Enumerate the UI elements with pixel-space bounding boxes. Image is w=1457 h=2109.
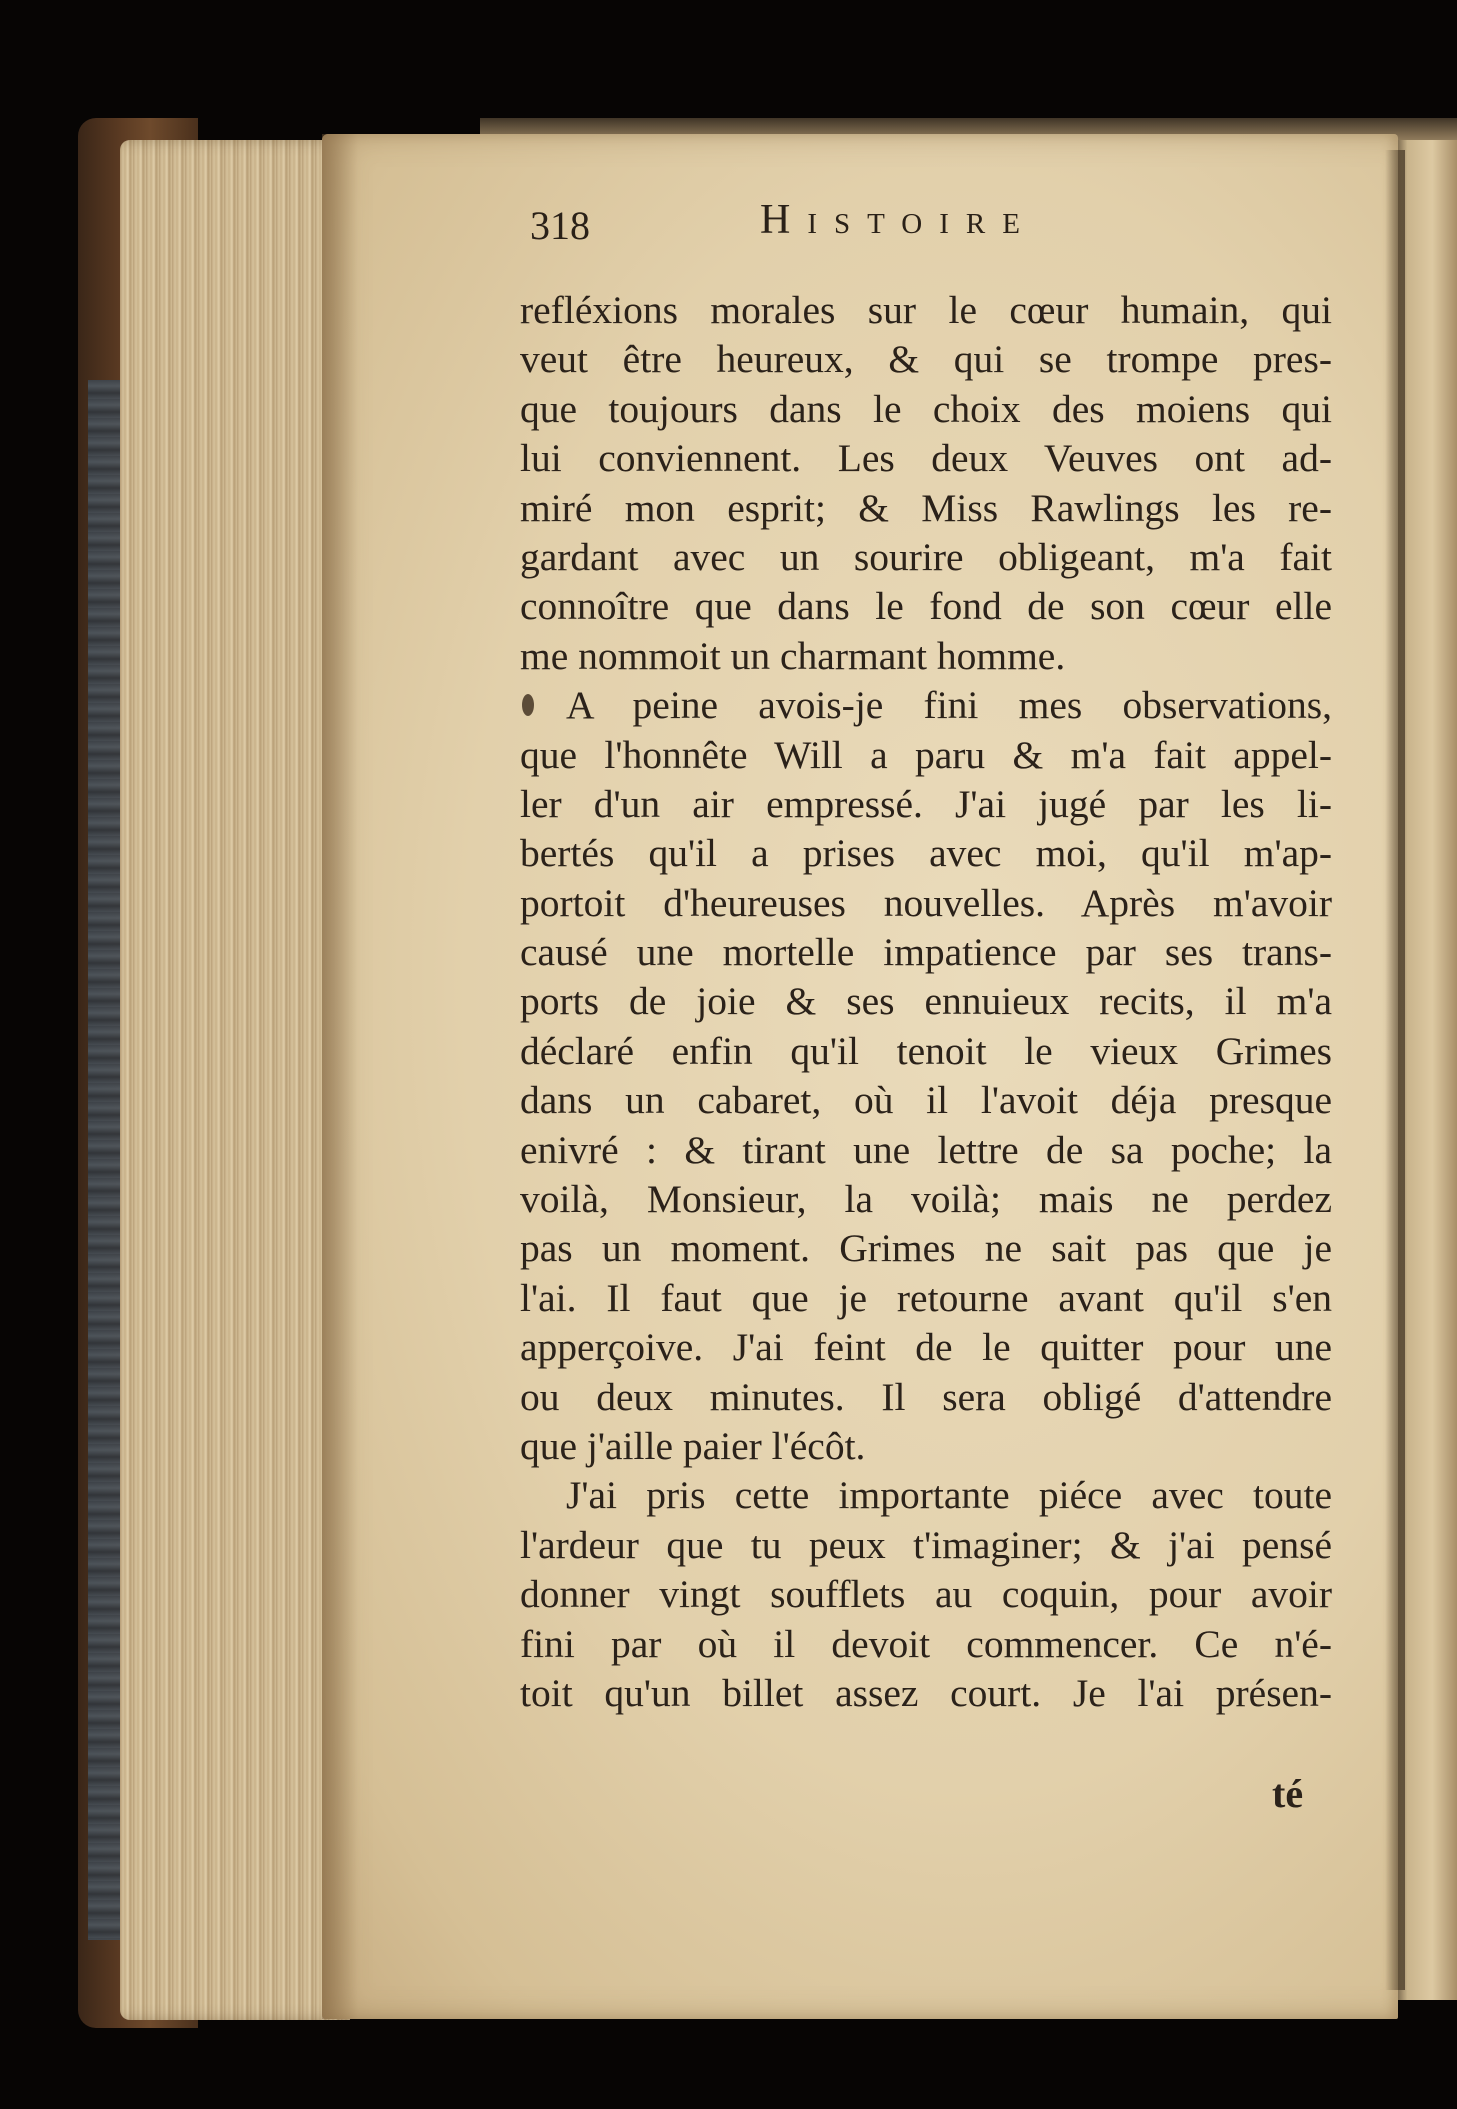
text-line: causé une mortelle impatience par ses trans- (520, 930, 1332, 975)
page-header (530, 196, 1230, 256)
text-line: que toujours dans le choix des moiens qui (520, 386, 1332, 431)
running-title: Histoire (760, 197, 1037, 243)
text-line: pas un moment. Grimes ne sait pas que je (520, 1226, 1332, 1271)
text-line: me nommoit un charmant homme. (520, 633, 1066, 678)
text-line: J'ai pris cette importante piéce avec toute (566, 1473, 1332, 1518)
text-line: apperçoive. J'ai feint de le quitter pour une (520, 1325, 1332, 1370)
text-line: refléxions morales sur le cœur humain, qui (520, 288, 1332, 332)
text-line: voilà, Monsieur, la voilà; mais ne perdez (520, 1177, 1332, 1222)
text-line: A peine avois-je fini mes observations, (566, 683, 1332, 728)
gutter-shadow (322, 134, 358, 2019)
text-line: bertés qu'il a prises avec moi, qu'il m'ap- (520, 831, 1332, 876)
text-line: dans un cabaret, où il l'avoit déja presque (520, 1078, 1332, 1123)
text-line: l'ai. Il faut que je retourne avant qu'il s'en (520, 1275, 1332, 1320)
text-line: gardant avec un sourire obligeant, m'a fait (520, 534, 1332, 579)
text-line: lui conviennent. Les deux Veuves ont ad- (520, 436, 1332, 481)
text-line: fini par où il devoit commencer. Ce n'é- (520, 1621, 1332, 1666)
catchword: té (1272, 1771, 1304, 1816)
text-line: connoître que dans le fond de son cœur elle (520, 584, 1332, 629)
text-line: que j'aille paier l'écôt. (520, 1423, 866, 1468)
text-line: portoit d'heureuses nouvelles. Après m'avoir (520, 880, 1332, 925)
text-line: l'ardeur que tu peux t'imaginer; & j'ai pensé (520, 1522, 1332, 1567)
page-number: 318 (530, 203, 590, 248)
text-line: miré mon esprit; & Miss Rawlings les re- (520, 485, 1332, 530)
text-line: toit qu'un billet assez court. Je l'ai présen- (520, 1670, 1332, 1715)
text-line: ler d'un air empressé. J'ai jugé par les li- (520, 781, 1332, 826)
page-fold-shadow (1385, 150, 1405, 1990)
text-line: veut être heureux, & qui se trompe pres- (520, 337, 1332, 382)
stacked-page-edges (120, 140, 350, 2020)
body-text (520, 286, 1332, 1718)
text-line: que l'honnête Will a paru & m'a fait appel- (520, 732, 1332, 777)
text-line: ou deux minutes. Il sera obligé d'attendre (520, 1374, 1332, 1419)
text-line: déclaré enfin qu'il tenoit le vieux Grimes (520, 1028, 1332, 1073)
text-line: donner vingt soufflets au coquin, pour avoir (520, 1572, 1332, 1617)
text-line: enivré : & tirant une lettre de sa poche; la (520, 1127, 1332, 1172)
text-line: ports de joie & ses ennuieux recits, il m'a (520, 979, 1332, 1024)
